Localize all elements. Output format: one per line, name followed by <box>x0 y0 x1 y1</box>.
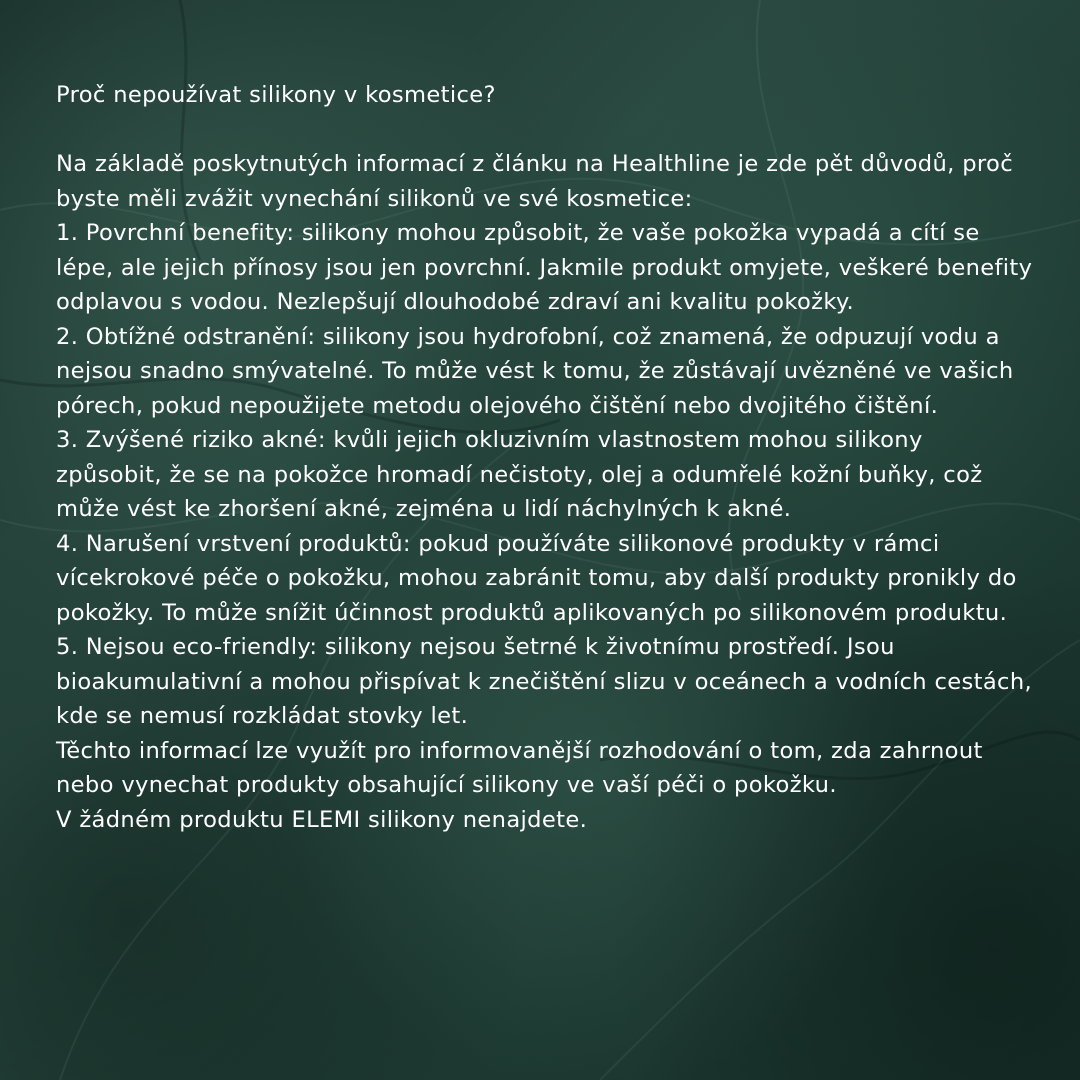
post-closing: V žádném produktu ELEMI silikony nenajdete. <box>56 806 588 833</box>
reason-item-1: 1. Povrchní benefity: silikony mohou způsobit, že vaše pokožka vypadá a cítí se lépe, ale jejich přínosy jsou jen povrchní. Jakmile produkt omyjete, veškeré benefity odplavou s vodou. Nezlepšují dlouhodobé zdraví ani kvalitu pokožky. <box>56 220 1033 315</box>
reason-item-5: 5. Nejsou eco-friendly: silikony nejsou šetrné k životnímu prostředí. Jsou bioakumulativní a mohou přispívat k znečištění slizu v oceánech a vodních cestách, kde se nemusí rozkládat stovky let. <box>56 634 1033 729</box>
post-conclusion: Těchto informací lze využít pro informovanější rozhodování o tom, zda zahrnout nebo vynechat produkty obsahující silikony ve vaší péči o pokožku. <box>56 737 983 798</box>
post-title: Proč nepoužívat silikony v kosmetice? <box>56 82 496 108</box>
reason-item-2: 2. Obtížné odstranění: silikony jsou hydrofobní, což znamená, že odpuzují vodu a nejsou snadno smývatelné. To může vést k tomu, že zůstávají uvězněné ve vašich pórech, pokud nepoužijete metodu olejového čištění nebo dvojitého čištění. <box>56 323 1014 419</box>
post-text-block <box>56 78 1036 837</box>
reason-item-4: 4. Narušení vrstvení produktů: pokud používáte silikonové produkty v rámci vícekrokové péče o pokožku, mohou zabránit tomu, aby další produkty pronikly do pokožky. To může snížit účinnost produktů aplikovaných po silikonovém produktu. <box>56 530 1017 626</box>
reason-item-3: 3. Zvýšené riziko akné: kvůli jejich okluzivním vlastnostem mohou silikony způsobit, že se na pokožce hromadí nečistoty, olej a odumřelé kožní buňky, což může vést ke zhoršení akné, zejména u lidí náchylných k akné. <box>56 427 983 522</box>
post-intro: Na základě poskytnutých informací z článku na Healthline je zde pět důvodů, proč byste měli zvážit vynechání silikonů ve své kosmetice: <box>56 151 1013 212</box>
spacer <box>56 113 1036 148</box>
